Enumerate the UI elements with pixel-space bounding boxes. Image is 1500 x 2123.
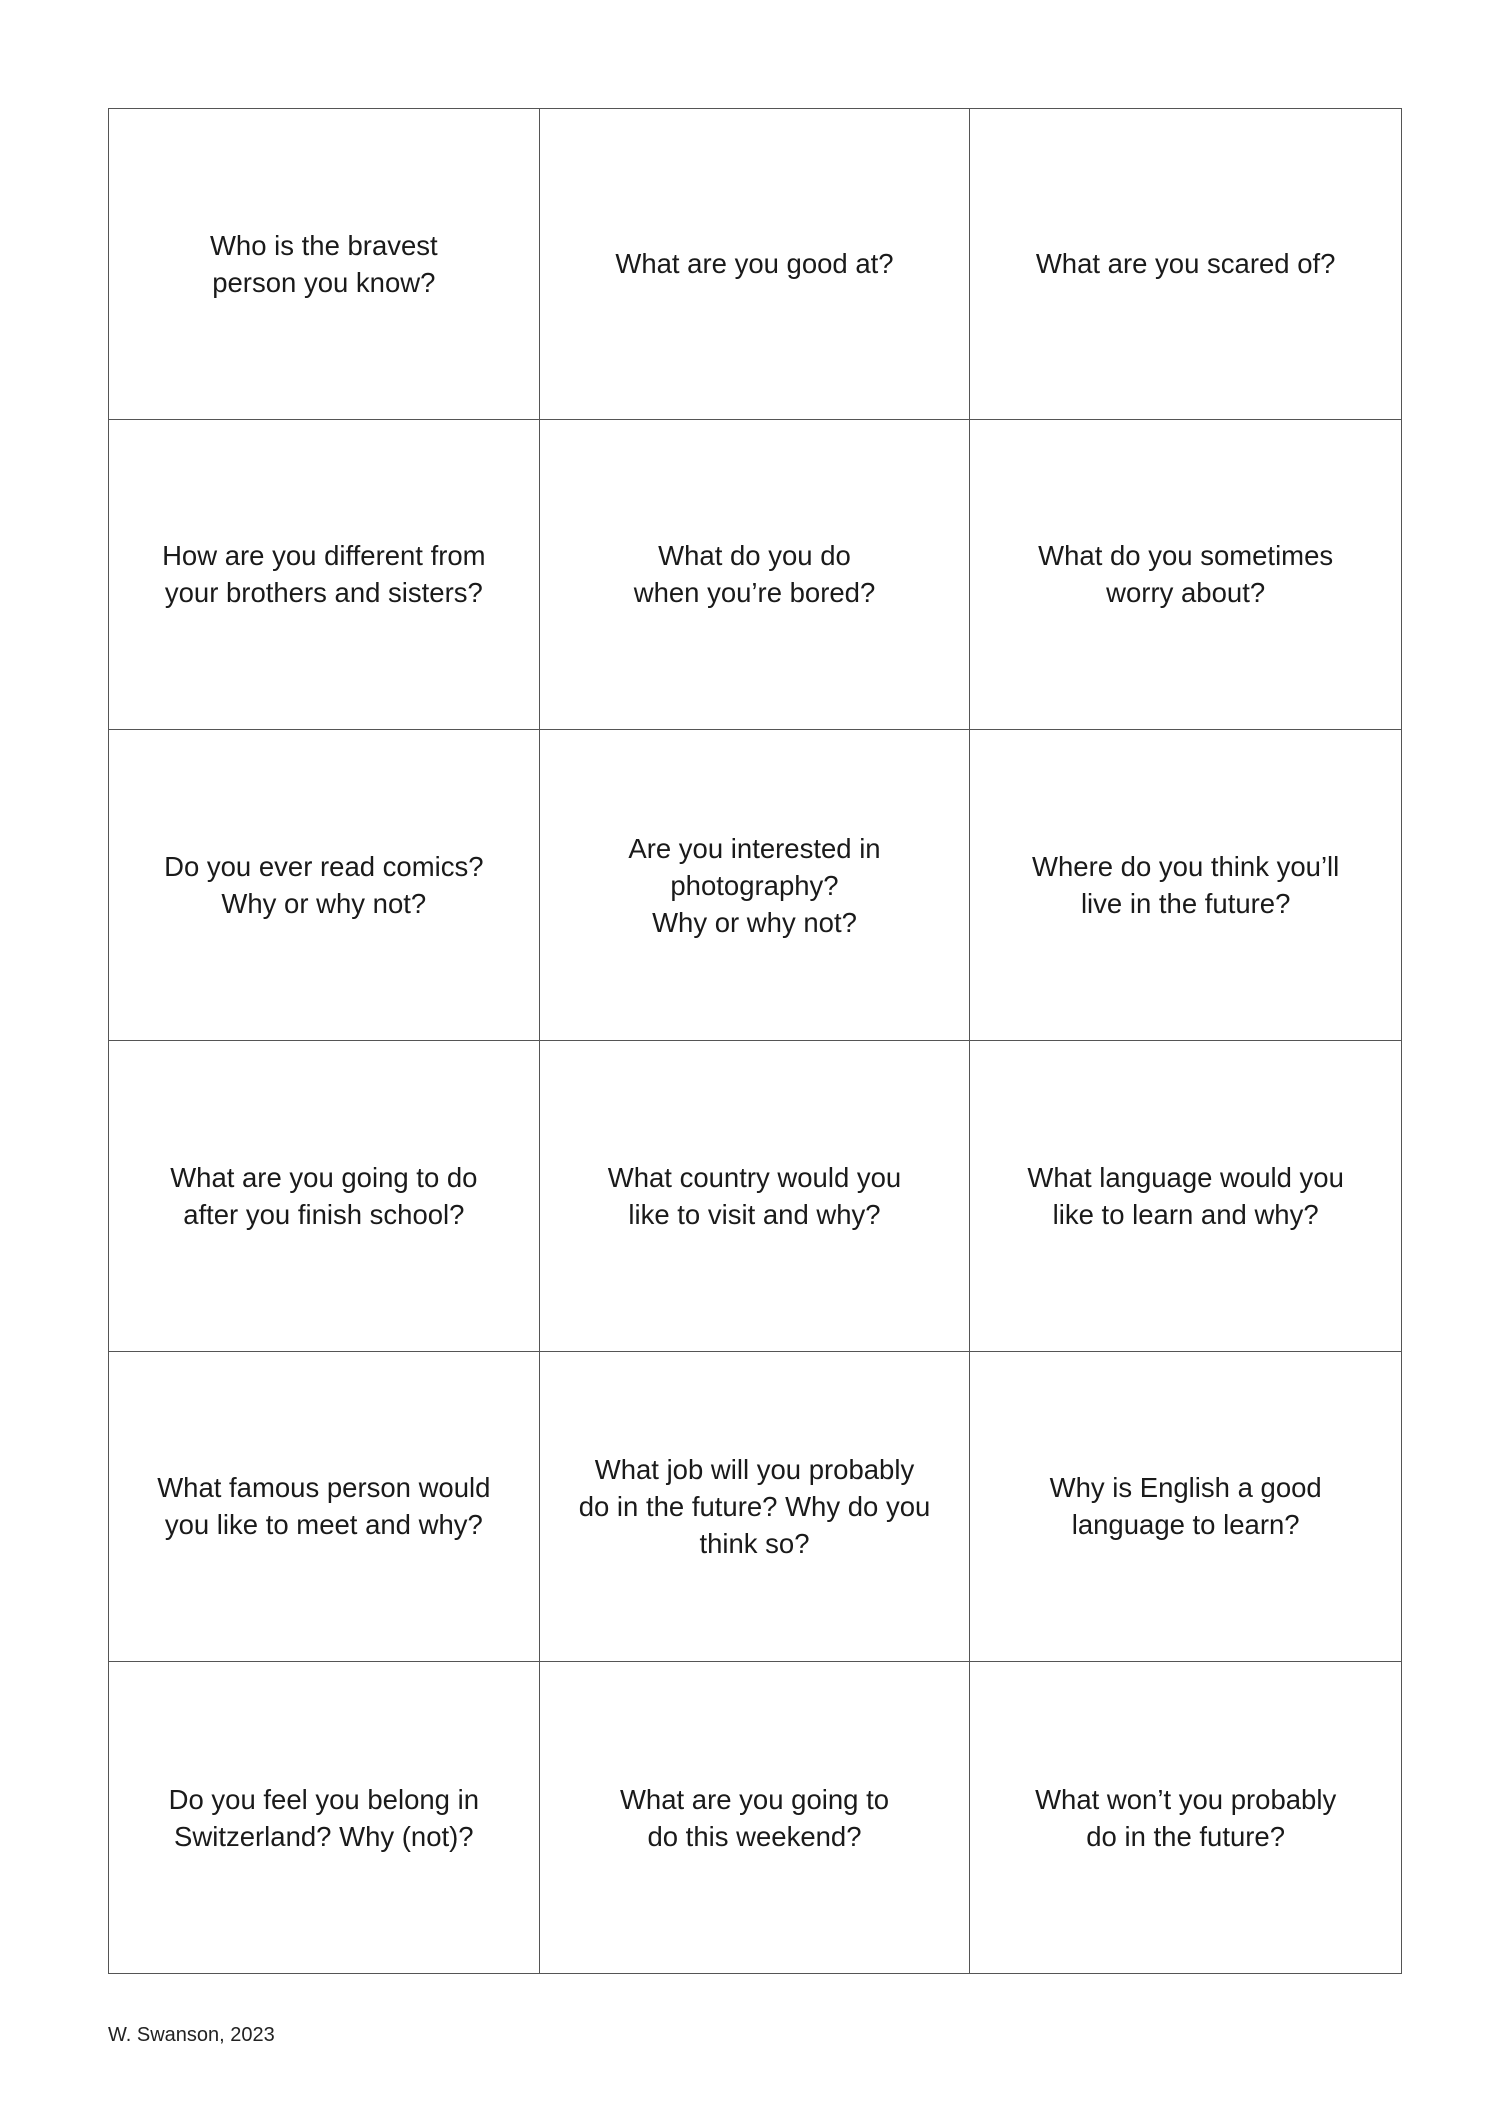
question-text: What do you sometimes worry about? [1038,540,1334,609]
question-text: What are you scared of? [1035,248,1336,280]
question-card [970,1352,1401,1663]
question-text: Why is English a good language to learn? [1049,1472,1322,1541]
question-card [970,420,1401,731]
question-text: Where do you think you’ll live in the future? [1032,851,1340,920]
question-text: What job will you probably do in the future? Why do you think so? [578,1453,931,1559]
question-card [540,1662,971,1973]
question-card [540,730,971,1041]
question-card [970,1041,1401,1352]
footer-credit: W. Swanson, 2023 [108,2024,275,2046]
question-card [540,1352,971,1663]
question-text: Are you interested in photography? Why or why not? [628,832,881,938]
question-text: What are you good at? [615,248,894,280]
question-text: What country would you like to visit and why? [607,1161,902,1230]
question-text: Who is the bravest person you know? [209,229,438,298]
question-card [970,730,1401,1041]
question-card [970,109,1401,420]
question-text: What are you going to do after you finish school? [170,1161,478,1230]
question-text: Do you feel you belong in Switzerland? Why (not)? [168,1783,479,1852]
question-text: What language would you like to learn and why? [1027,1161,1344,1230]
question-card [109,1662,540,1973]
question-card [970,1662,1401,1973]
question-text: What are you going to do this weekend? [619,1783,890,1852]
question-card [109,730,540,1041]
question-card [109,1352,540,1663]
question-text: How are you different from your brothers and sisters? [162,540,486,609]
question-card [109,109,540,420]
question-card [540,1041,971,1352]
question-card [109,420,540,731]
question-card [540,420,971,731]
question-card [540,109,971,420]
question-text: What famous person would you like to meet and why? [157,1472,491,1541]
question-text: What won’t you probably do in the future? [1035,1783,1337,1852]
question-text: What do you do when you’re bored? [633,540,876,609]
question-text: Do you ever read comics? Why or why not? [164,851,484,920]
question-card-grid [108,108,1402,1974]
question-card [109,1041,540,1352]
